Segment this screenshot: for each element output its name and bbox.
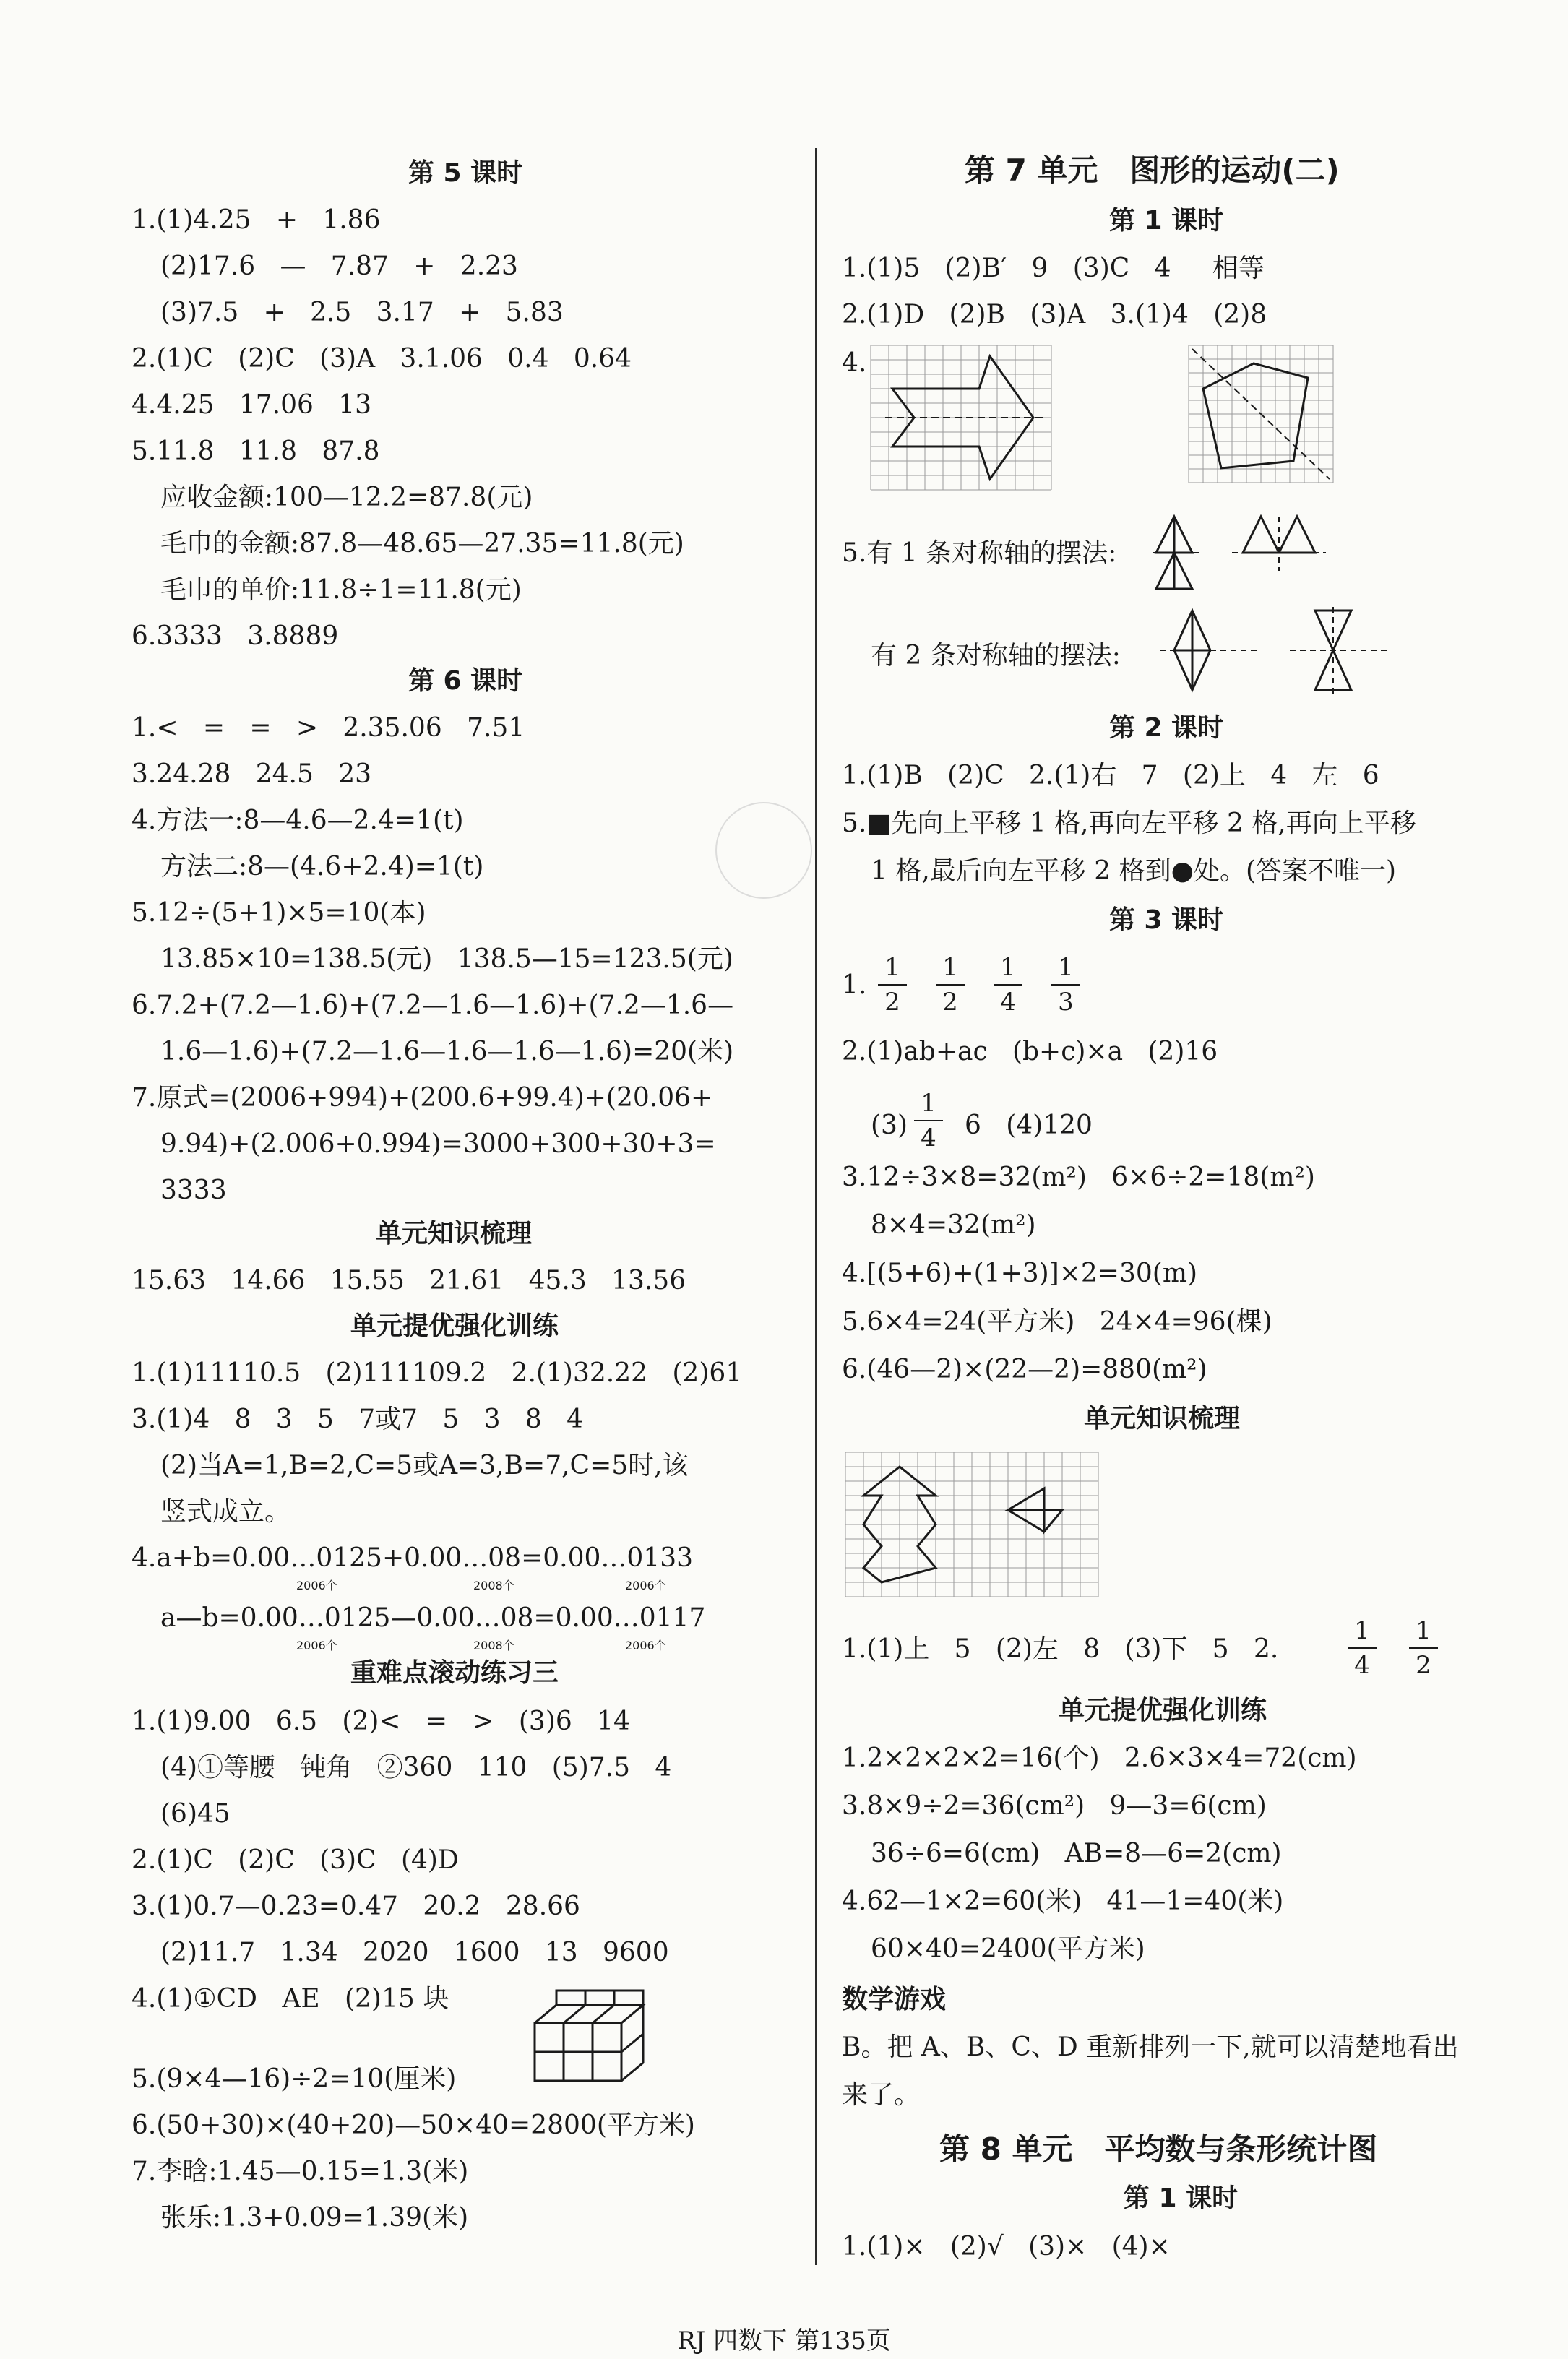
answer-line: 3333 [160, 1176, 227, 1205]
answer-line: 有 2 条对称轴的摆法: [871, 641, 1121, 670]
answer-line: 8×4=32(m²) [871, 1210, 1036, 1240]
answer-line: 竖式成立。 [160, 1497, 291, 1527]
unit8-title: 第 8 单元 平均数与条形统计图 [939, 2131, 1378, 2167]
column-divider [815, 148, 817, 2265]
answer-line: 5.6×4=24(平方米) 24×4=96(棵) [842, 1307, 1272, 1337]
cube-stack-figure [527, 1980, 658, 2095]
answer-line: 6.7.2+(7.2—1.6)+(7.2—1.6—1.6)+(7.2—1.6— [132, 991, 734, 1020]
pentagon-symmetry-grid [1189, 345, 1333, 483]
answer-line: (2)17.6 — 7.87 + 2.23 [160, 251, 518, 281]
answer-line: 6.3333 3.8889 [132, 621, 339, 651]
answer-line: (4)①等腰 钝角 ②360 110 (5)7.5 4 [160, 1753, 672, 1782]
answer-line: 方法二:8—(4.6+2.4)=1(t) [160, 852, 484, 881]
key-points-title: 重难点滚动练习三 [350, 1658, 559, 1688]
answer-line: (2)当A=1,B=2,C=5或A=3,B=7,C=5时,该 [160, 1451, 689, 1480]
answer-line: 1.(1)5 (2)B′ 9 (3)C 4 相等 [842, 254, 1265, 283]
answer-line: 1. [842, 970, 867, 1000]
fraction: 1 4 [914, 1091, 943, 1150]
lesson1-title: 第 1 课时 [1109, 206, 1224, 236]
answer-line: 60×40=2400(平方米) [871, 1934, 1145, 1964]
fraction: 1 4 [994, 955, 1022, 1014]
answer-line: 张乐:1.3+0.09=1.39(米) [160, 2203, 469, 2233]
answer-line: 1.(1)4.25 + 1.86 [132, 205, 381, 235]
answer-line: 应收金额:100—12.2=87.8(元) [160, 483, 533, 512]
answer-line: 7.原式=(2006+994)+(200.6+99.4)+(20.06+ [132, 1083, 713, 1113]
answer-line: (6)45 [160, 1799, 231, 1829]
answer-line: 4.(1)①CD AE (2)15 块 [132, 1984, 449, 2014]
answer-line: 7.李晗:1.45—0.15=1.3(米) [132, 2157, 469, 2186]
answer-line: 5.12÷(5+1)×5=10(本) [132, 898, 426, 928]
answer-line: 4.[(5+6)+(1+3)]×2=30(m) [842, 1259, 1197, 1288]
translation-grid [845, 1452, 1098, 1597]
lesson2-title: 第 2 课时 [1109, 713, 1224, 743]
answer-line: (3) [871, 1111, 908, 1140]
zero-count-note: 2006个 [625, 1579, 666, 1592]
answer-line: 3.(1)4 8 3 5 7或7 5 3 8 4 [132, 1405, 584, 1434]
zero-count-note: 2008个 [473, 1579, 514, 1592]
answer-line: 5.■先向上平移 1 格,再向左平移 2 格,再向上平移 [842, 808, 1416, 838]
lesson3-title: 第 3 课时 [1109, 905, 1224, 935]
answer-line: 2.(1)C (2)C (3)A 3.1.06 0.4 0.64 [132, 344, 632, 374]
answer-line: 13.85×10=138.5(元) 138.5—15=123.5(元) [160, 944, 733, 974]
triangles-one-axis [1153, 513, 1369, 592]
fraction: 1 2 [1409, 1618, 1438, 1678]
answer-line: 1.6—1.6)+(7.2—1.6—1.6—1.6—1.6)=20(米) [160, 1037, 734, 1066]
answer-line: 36÷6=6(cm) AB=8—6=2(cm) [871, 1839, 1282, 1868]
answer-line: 2.(1)D (2)B (3)A 3.(1)4 (2)8 [842, 300, 1267, 329]
answer-line: 1.(1)11110.5 (2)111109.2 2.(1)32.22 (2)61 [132, 1358, 743, 1388]
zero-count-note: 2006个 [296, 1579, 337, 1592]
answer-line: 3.(1)0.7—0.23=0.47 20.2 28.66 [132, 1892, 580, 1921]
answer-line: 3.24.28 24.5 23 [132, 759, 372, 789]
lesson6-title: 第 6 课时 [408, 666, 523, 696]
unit7-title: 第 7 单元 图形的运动(二) [965, 152, 1340, 188]
answer-line: 1.(1)× (2)√ (3)× (4)× [842, 2232, 1171, 2261]
fraction: 1 2 [936, 955, 965, 1014]
answer-line: 1.(1)B (2)C 2.(1)右 7 (2)上 4 左 6 [842, 761, 1379, 790]
zero-count-note: 2006个 [296, 1639, 337, 1652]
answer-line: 1 格,最后向左平移 2 格到●处。(答案不唯一) [871, 856, 1397, 886]
answer-line: a—b=0.00…0125—0.00…08=0.00…0117 [160, 1603, 706, 1633]
answer-line: 1.(1)上 5 (2)左 8 (3)下 5 2. [842, 1634, 1279, 1664]
answer-line: 4.4.25 17.06 13 [132, 390, 372, 420]
answer-line: 6.(50+30)×(40+20)—50×40=2800(平方米) [132, 2110, 695, 2140]
unit-review-title: 单元知识梳理 [376, 1219, 533, 1248]
unit-review-title: 单元知识梳理 [1084, 1404, 1241, 1433]
answer-line: 5.有 1 条对称轴的摆法: [842, 538, 1117, 568]
page-footer: RJ 四数下 第135页 [677, 2326, 891, 2355]
math-game-title: 数学游戏 [842, 1985, 947, 2014]
answer-line: 2.(1)C (2)C (3)C (4)D [132, 1845, 459, 1875]
answer-line: 5.(9×4—16)÷2=10(厘米) [132, 2064, 457, 2094]
answer-line: 4. [842, 348, 867, 378]
answer-line: (2)11.7 1.34 2020 1600 13 9600 [160, 1938, 669, 1967]
answer-line: 2.(1)ab+ac (b+c)×a (2)16 [842, 1037, 1218, 1066]
answer-line: 1.2×2×2×2=16(个) 2.6×3×4=72(cm) [842, 1743, 1357, 1773]
answer-line: 6 (4)120 [965, 1111, 1093, 1140]
answer-line: 4.62—1×2=60(米) 41—1=40(米) [842, 1886, 1284, 1916]
unit-training-title: 单元提优强化训练 [1059, 1696, 1267, 1725]
lesson5-title: 第 5 课时 [408, 158, 523, 188]
answer-line: (3)7.5 + 2.5 3.17 + 5.83 [160, 298, 564, 327]
answer-line: 15.63 14.66 15.55 21.61 45.3 13.56 [132, 1266, 686, 1295]
answer-line: 毛巾的金额:87.8—48.65—27.35=11.8(元) [160, 529, 684, 559]
arrow-symmetry-grid [871, 345, 1051, 490]
fraction: 1 2 [878, 955, 907, 1014]
zero-count-note: 2008个 [473, 1639, 514, 1652]
answer-line: 9.94)+(2.006+0.994)=3000+300+30+3= [160, 1129, 716, 1159]
answer-line: 1.(1)9.00 6.5 (2)< = > (3)6 14 [132, 1707, 630, 1736]
homework-stamp-mark [715, 802, 812, 899]
answer-line: 毛巾的单价:11.8÷1=11.8(元) [160, 575, 522, 605]
triangles-two-axes [1160, 607, 1398, 694]
answer-line: B。把 A、B、C、D 重新排列一下,就可以清楚地看出 [842, 2032, 1459, 2062]
answer-line: 5.11.8 11.8 87.8 [132, 436, 380, 466]
answer-line: 6.(46—2)×(22—2)=880(m²) [842, 1355, 1207, 1384]
answer-line: 3.8×9÷2=36(cm²) 9—3=6(cm) [842, 1791, 1267, 1821]
answer-line: 4.方法一:8—4.6—2.4=1(t) [132, 806, 464, 835]
answer-line: 3.12÷3×8=32(m²) 6×6÷2=18(m²) [842, 1163, 1315, 1192]
answer-line: 4.a+b=0.00…0125+0.00…08=0.00…0133 [132, 1543, 694, 1573]
answer-line: 来了。 [842, 2080, 921, 2110]
fraction: 1 4 [1348, 1618, 1377, 1678]
fraction: 1 3 [1051, 955, 1080, 1014]
lesson1-title: 第 1 课时 [1124, 2183, 1239, 2213]
zero-count-note: 2006个 [625, 1639, 666, 1652]
answer-line: 1.< = = > 2.35.06 7.51 [132, 713, 525, 743]
unit-training-title: 单元提优强化训练 [350, 1311, 559, 1341]
